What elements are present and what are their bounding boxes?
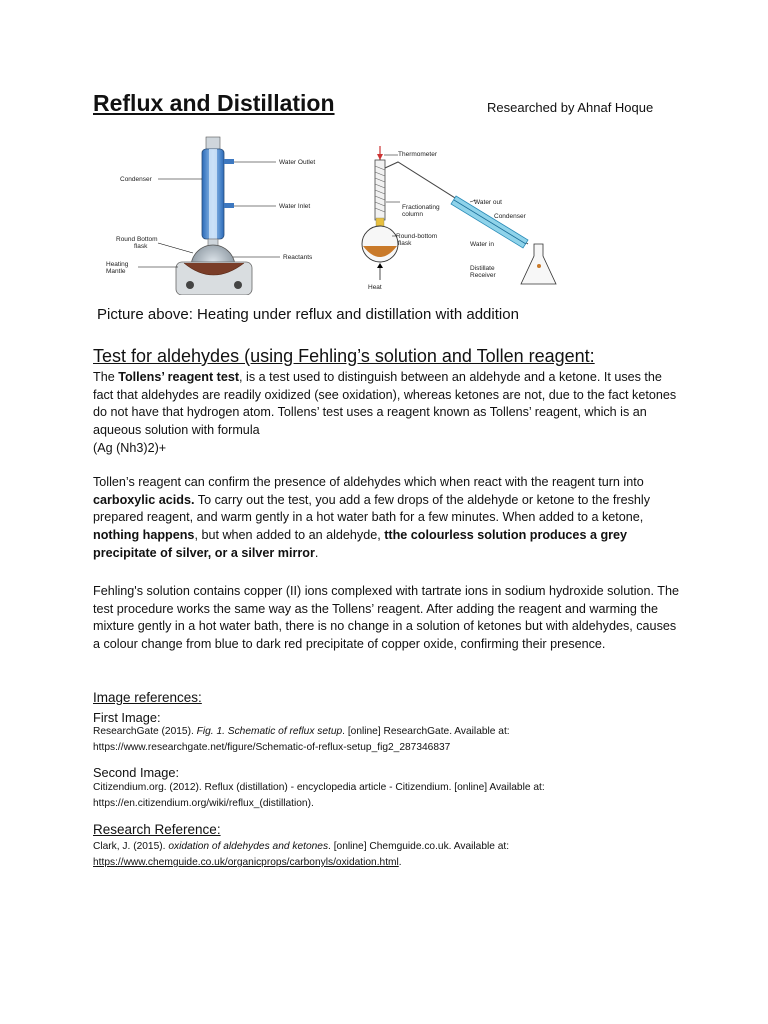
text-span: ResearchGate (2015).	[93, 726, 197, 737]
text-span: .	[314, 545, 319, 560]
author-line: Researched by Ahnaf Hoque	[487, 100, 654, 115]
reflux-diagram	[98, 135, 338, 295]
label-fractionating-column: Fractionating	[402, 204, 440, 211]
label-water-outlet: Water Outlet	[279, 159, 316, 166]
label-round-bottom-flask-2b: flask	[398, 240, 412, 247]
label-heating-mantle: Heating	[106, 261, 129, 268]
label-condenser: Condenser	[120, 176, 152, 183]
section-heading: Test for aldehydes (using Fehling’s solution and Tollen reagent:	[93, 346, 595, 366]
first-image-citation	[93, 724, 693, 756]
page-title: Reflux and Distillation	[93, 90, 335, 116]
label-reactants: Reactants	[283, 254, 313, 261]
distillation-diagram	[358, 140, 558, 290]
paragraph-tollens	[93, 369, 683, 458]
text-span: Clark, J. (2015).	[93, 841, 169, 852]
label-water-in: Water in	[470, 241, 494, 248]
label-heating-mantle-2: Mantle	[106, 268, 126, 275]
research-citation	[93, 839, 693, 871]
bold-span: nothing happens	[93, 528, 195, 543]
text-span: Tollen’s reagent can confirm the presence of aldehydes which when react with the reagent turn into	[93, 475, 644, 489]
italic-span: Fig. 1. Schematic of reflux setup	[196, 726, 343, 737]
text-span: The	[93, 370, 119, 384]
image-references-heading: Image references:	[93, 690, 202, 705]
second-image-label: Second Image:	[93, 765, 180, 780]
first-image-label: First Image:	[93, 710, 161, 725]
label-heat: Heat	[368, 284, 382, 290]
label-round-bottom-flask: Round Bottom	[116, 236, 158, 243]
label-distillate-receiver: Distillate	[470, 265, 495, 272]
label-thermometer: Thermometer	[398, 151, 438, 158]
label-round-bottom-flask-2a: Round-bottom	[396, 233, 438, 240]
research-reference-heading: Research Reference:	[93, 822, 221, 837]
text-span: To carry out the test, you add a few drops of the aldehyde or ketone to the freshly prepared reagent, and warm gently in a hot water bath for a few minutes. When added to a ketone,	[93, 492, 651, 525]
second-image-url: https://en.citizendium.org/wiki/reflux_(distillation).	[93, 798, 314, 809]
label-fractionating-column-2: column	[402, 211, 423, 218]
text-span: , is a test used to distinguish between an aldehyde and a ketone. It uses the fact that aldehydes are readily oxidized (see oxidation), whereas ketones are not, due to the fact ketones do not have that hydrogen atom. Tollens’ test uses a reagent known as Tollens’ reagent, which is an aqueous solution with formula	[93, 370, 677, 438]
text-span: Citizendium.org. (2012). Reflux (distillation) - encyclopedia article - Citizendium. [online] Available at:	[93, 782, 545, 793]
formula: (Ag (Nh3)2)+	[93, 440, 167, 455]
label-condenser-2: Condenser	[494, 213, 526, 220]
text-span: , but when added to an aldehyde,	[194, 528, 385, 543]
paragraph-fehlings: Fehling's solution contains copper (II) ions complexed with tartrate ions in sodium hydroxide solution. The test procedure works the same way as the Tollens’ reagent. After adding the reagent and warming the mixture gently in a hot water bath, there is no change in a solution of ketones but with aldehydes, causes a colour change from blue to dark red precipitate of copper oxide, confirming their presence.	[93, 584, 679, 652]
figure-caption: Picture above: Heating under reflux and distillation with addition	[97, 306, 519, 323]
label-water-out: Water out	[474, 199, 502, 206]
paragraph-tollens-test	[93, 474, 683, 563]
research-url-link[interactable]: https://www.chemguide.co.uk/organicprops/carbonyls/oxidation.html	[93, 857, 399, 868]
second-image-citation	[93, 780, 693, 812]
label-distillate-receiver-2: Receiver	[470, 272, 496, 279]
text-span: . [online] Chemguide.co.uk. Available at:	[328, 841, 510, 852]
label-water-inlet: Water Inlet	[279, 203, 311, 210]
text-span: . [online] ResearchGate. Available at:	[342, 726, 510, 737]
italic-span: oxidation of aldehydes and ketones	[168, 841, 329, 852]
bold-span: tthe colourless solution produces a grey precipitate of silver, or a silver mirror	[93, 528, 628, 560]
bold-span: carboxylic acids.	[93, 492, 195, 507]
bold-span: Tollens’ reagent test	[118, 370, 240, 384]
first-image-url: https://www.researchgate.net/figure/Schematic-of-reflux-setup_fig2_287346837	[93, 742, 451, 753]
text-span: .	[398, 857, 402, 868]
label-round-bottom-flask-2: flask	[134, 243, 148, 250]
